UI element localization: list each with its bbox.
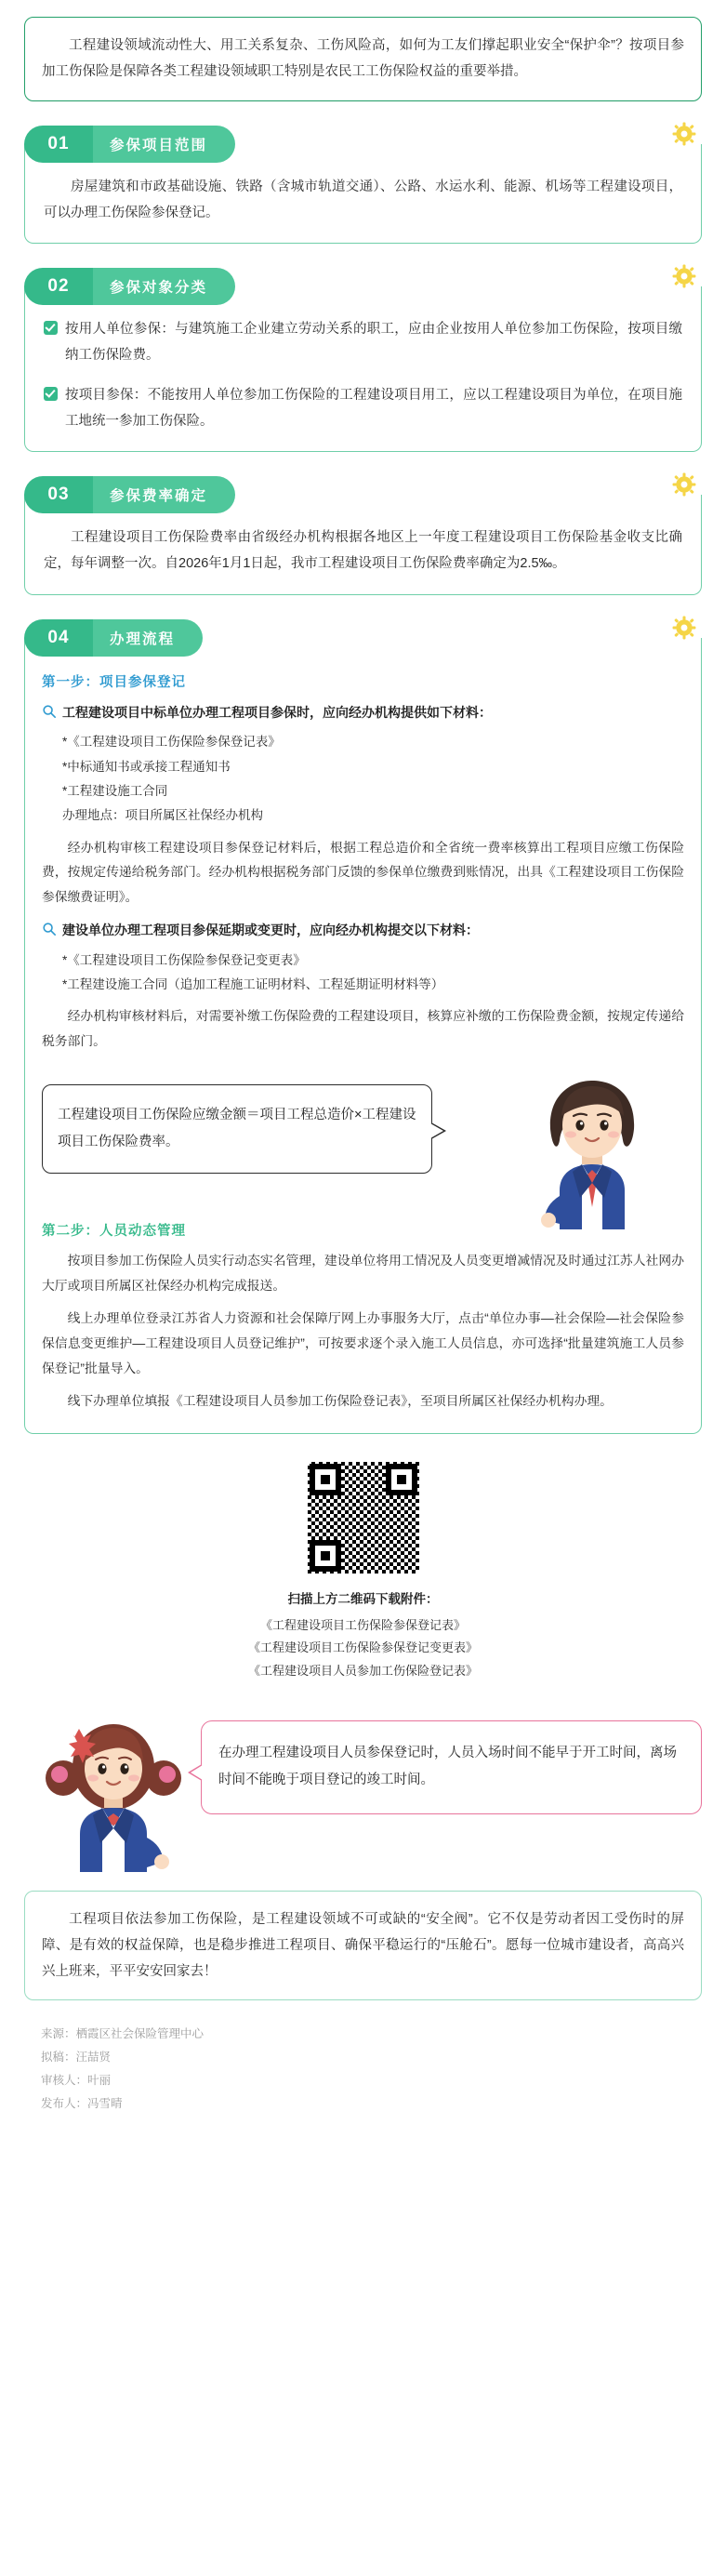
gear-icon [672,616,696,640]
qr-eye-bottom-left [310,1540,341,1572]
material-1-place: 办理地点：项目所属区社保经办机构 [62,808,263,823]
section-04 [24,619,702,1434]
section-02-title: 参保对象分类 [93,268,235,305]
section-03-text: 工程建设项目工伤保险费率由省级经办机构根据各地区上一年度工程建设项目工伤保险基金收支比确定，每年调整一次。自2026年1月1日起，我市工程建设项目工伤保险费率确定为2.5‰。 [44,530,682,572]
material-2-item-2: *工程建设施工合同（追加工程施工证明材料、工程延期证明材料等） [62,977,444,992]
check-icon [44,321,58,335]
article-page [0,17,726,2142]
footer-meta [41,2023,702,2116]
step-2-paragraph-1: 按项目参加工伤保险人员实行动态实名管理，建设单位将用工情况及人员变更增减情况及时通过江苏人社网办大厅或项目所属区社保经办机构完成报送。 [42,1254,684,1294]
formula-bubble: 工程建设项目工伤保险应缴金额＝项目工程总造价×工程建设项目工伤保险费率。 [42,1084,432,1174]
material-1-item-2: *中标通知书或承接工程通知书 [62,759,231,774]
footer-drafter: 拟稿：汪喆贤 [41,2051,112,2065]
section-03-number: 03 [24,476,93,513]
section-04-header [24,619,702,657]
section-02-number: 02 [24,268,93,305]
qr-file-3: 《工程建设项目人员参加工伤保险登记表》 [247,1663,478,1678]
magnifier-icon [42,704,57,719]
section-04-title: 办理流程 [93,619,203,657]
qr-file-2: 《工程建设项目工伤保险参保登记变更表》 [247,1640,478,1655]
footer-publisher: 发布人：冯雪晴 [41,2097,123,2111]
qr-file-list [24,1614,702,1683]
section-04-body [24,638,702,1434]
reminder-block [24,1704,702,1866]
material-block-2 [42,918,684,943]
step-2-paragraph-3: 线下办理单位填报《工程建设项目人员参加工伤保险登记表》，至项目所属区社保经办机构办理。 [67,1393,613,1408]
gear-icon [672,472,696,497]
male-character-illustration [502,1071,679,1229]
material-2-label: 建设单位办理工程项目参保延期或变更时，应向经办机构提交以下材料： [62,923,479,938]
step-1-title: 第一步：项目参保登记 [42,674,186,690]
qr-download-block [24,1458,702,1683]
check-icon [44,387,58,401]
section-03-header [24,476,702,513]
qr-caption: 扫描上方二维码下载附件： [287,1591,439,1606]
closing-text: 工程项目依法参加工伤保险，是工程建设领域不可或缺的“安全阀”。它不仅是劳动者因工受伤时的屏障、是有效的权益保障，也是稳步推进工程项目、确保平稳运行的“压舱石”。愿每一位城市建设者，高高兴兴上班来，平平安安回家去！ [42,1911,684,1980]
section-02 [24,268,702,452]
section-02-header [24,268,702,305]
intro-card [24,17,702,101]
section-01-number: 01 [24,126,93,163]
gear-icon [672,264,696,288]
material-1-item-3: *工程建设施工合同 [62,783,168,798]
material-2-item-1: *《工程建设项目工伤保险参保登记变更表》 [62,952,306,967]
list-item [44,382,682,435]
gear-icon [672,122,696,146]
reminder-bubble: 在办理工程建设项目人员参保登记时，人员入场时间不能早于开工时间，离场时间不能晚于项目登记的竣工时间。 [201,1720,702,1814]
step-2-paragraph-2: 线上办理单位登录江苏省人力资源和社会保障厅网上办事服务大厅，点击“单位办事—社会保险—社会保险参保信息变更维护—工程建设项目人员登记维护”，可按要求逐个录入施工人员信息，亦可选择“批量建筑施工人员参保登记”批量导入。 [42,1310,684,1375]
footer-source: 来源：栖霞区社会保险管理中心 [41,2027,205,2041]
material-1-label: 工程建设项目中标单位办理工程项目参保时，应向经办机构提供如下材料： [62,704,492,720]
intro-text: 工程建设领域流动性大、用工关系复杂、工伤风险高，如何为工友们撑起职业安全“保护伞”？按项目参加工伤保险是保障各类工程建设领域职工特别是农民工工伤保险权益的重要举措。 [42,38,684,80]
magnifier-icon [42,922,57,936]
female-character-illustration [32,1709,194,1872]
material-1-item-1: *《工程建设项目工伤保险参保登记表》 [62,735,281,750]
qr-eye-top-right [386,1464,417,1495]
list-item [44,316,682,369]
material-2-paragraph: 经办机构审核材料后，对需要补缴工伤保险费的工程建设项目，核算应补缴的工伤保险费金额，按规定传递给税务部门。 [42,1009,684,1049]
section-02-body [24,286,702,452]
section-02-item-2: 按项目参保：不能按用人单位参加工伤保险的工程建设项目用工，应以工程建设项目为单位，在项目施工地统一参加工伤保险。 [65,387,682,429]
section-02-item-1: 按用人单位参保：与建筑施工企业建立劳动关系的职工，应由企业按用人单位参加工伤保险，按项目缴纳工伤保险费。 [65,322,682,364]
closing-card [24,1891,702,2001]
section-01-header [24,126,702,163]
footer-reviewer: 审核人：叶丽 [41,2074,112,2088]
section-01-title: 参保项目范围 [93,126,235,163]
qr-eye-top-left [310,1464,341,1495]
qr-file-1: 《工程建设项目工伤保险参保登记表》 [259,1617,466,1632]
section-03 [24,476,702,595]
material-block-1 [42,700,684,725]
material-1-paragraph: 经办机构审核工程建设项目参保登记材料后，根据工程总造价和全省统一费率核算出工程项目应缴工伤保险费，按规定传递给税务部门。经办机构根据税务部门反馈的参保单位缴费到账情况，出具《工程建设项目工伤保险参保缴费证明》。 [42,840,684,905]
section-03-title: 参保费率确定 [93,476,235,513]
section-01-text: 房屋建筑和市政基础设施、铁路（含城市轨道交通）、公路、水运水利、能源、机场等工程建设项目，可以办理工伤保险参保登记。 [44,179,682,220]
step-2-title: 第二步：人员动态管理 [42,1224,186,1240]
section-04-number: 04 [24,619,93,657]
qr-code[interactable] [304,1458,423,1577]
section-01 [24,126,702,245]
formula-illustration [42,1071,684,1211]
